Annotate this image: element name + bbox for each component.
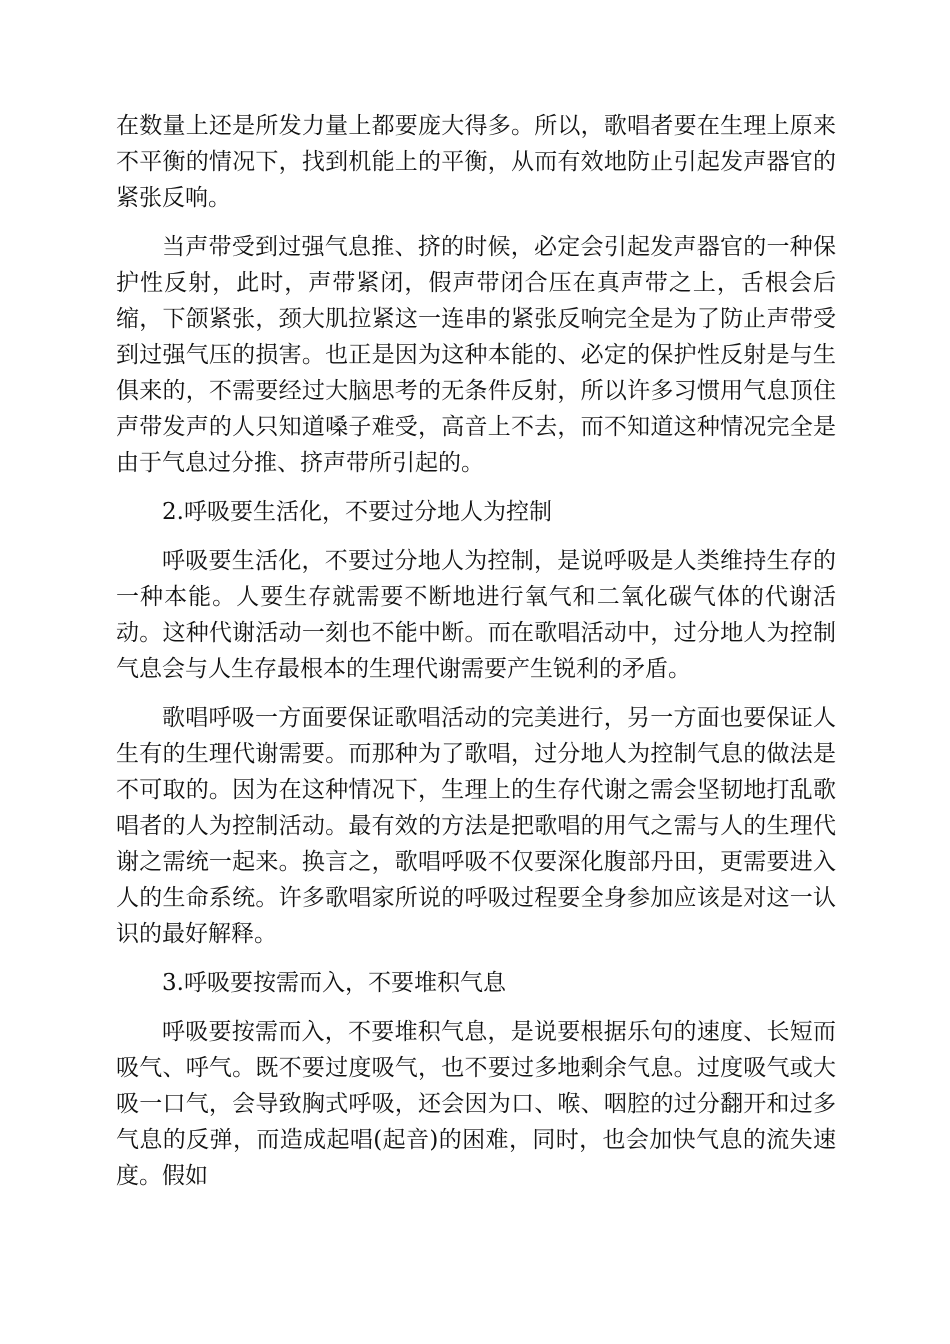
paragraph-2: 当声带受到过强气息推、挤的时候，必定会引起发声器官的一种保护性反射，此时，声带紧闭，假声带闭合压在真声带之上，舌根会后缩，下颌紧张，颈大肌拉紧这一连串的紧张反响完全是为了防止声带受到过强气压的损害。也正是因为这种本能的、必定的保护性反射是与生俱来的，不需要经过大脑思考的无条件反射，所以许多习惯用气息顶住声带发声的人只知道嗓子难受，高音上不去，而不知道这种情况完全是由于气息过分推、挤声带所引起的。 <box>116 234 836 476</box>
document-page <box>116 108 836 1207</box>
section-heading-3: 3.呼吸要按需而入，不要堆积气息 <box>162 970 506 996</box>
paragraph-5: 呼吸要按需而入，不要堆积气息，是说要根据乐句的速度、长短而吸气、呼气。既不要过度吸气，也不要过多地剩余气息。过度吸气或大吸一口气，会导致胸式呼吸，还会因为口、喉、咽腔的过分翻开和过多气息的反弹，而造成起唱(起音)的困难，同时，也会加快气息的流失速度。假如 <box>116 1019 836 1189</box>
paragraph-3: 呼吸要生活化，不要过分地人为控制，是说呼吸是人类维持生存的一种本能。人要生存就需要不断地进行氧气和二氧化碳气体的代谢活动。这种代谢活动一刻也不能中断。而在歌唱活动中，过分地人为控制气息会与人生存最根本的生理代谢需要产生锐利的矛盾。 <box>116 548 836 682</box>
paragraph-4: 歌唱呼吸一方面要保证歌唱活动的完美进行，另一方面也要保证人生有的生理代谢需要。而那种为了歌唱，过分地人为控制气息的做法是不可取的。因为在这种情况下，生理上的生存代谢之需会坚韧地打乱歌唱者的人为控制活动。最有效的方法是把歌唱的用气之需与人的生理代谢之需统一起来。换言之，歌唱呼吸不仅要深化腹部丹田，更需要进入人的生命系统。许多歌唱家所说的呼吸过程要全身参加应该是对这一认识的最好解释。 <box>116 705 836 947</box>
paragraph-1: 在数量上还是所发力量上都要庞大得多。所以，歌唱者要在生理上原来不平衡的情况下，找到机能上的平衡，从而有效地防止引起发声器官的紧张反响。 <box>116 113 836 211</box>
section-heading-2: 2.呼吸要生活化，不要过分地人为控制 <box>162 499 552 525</box>
